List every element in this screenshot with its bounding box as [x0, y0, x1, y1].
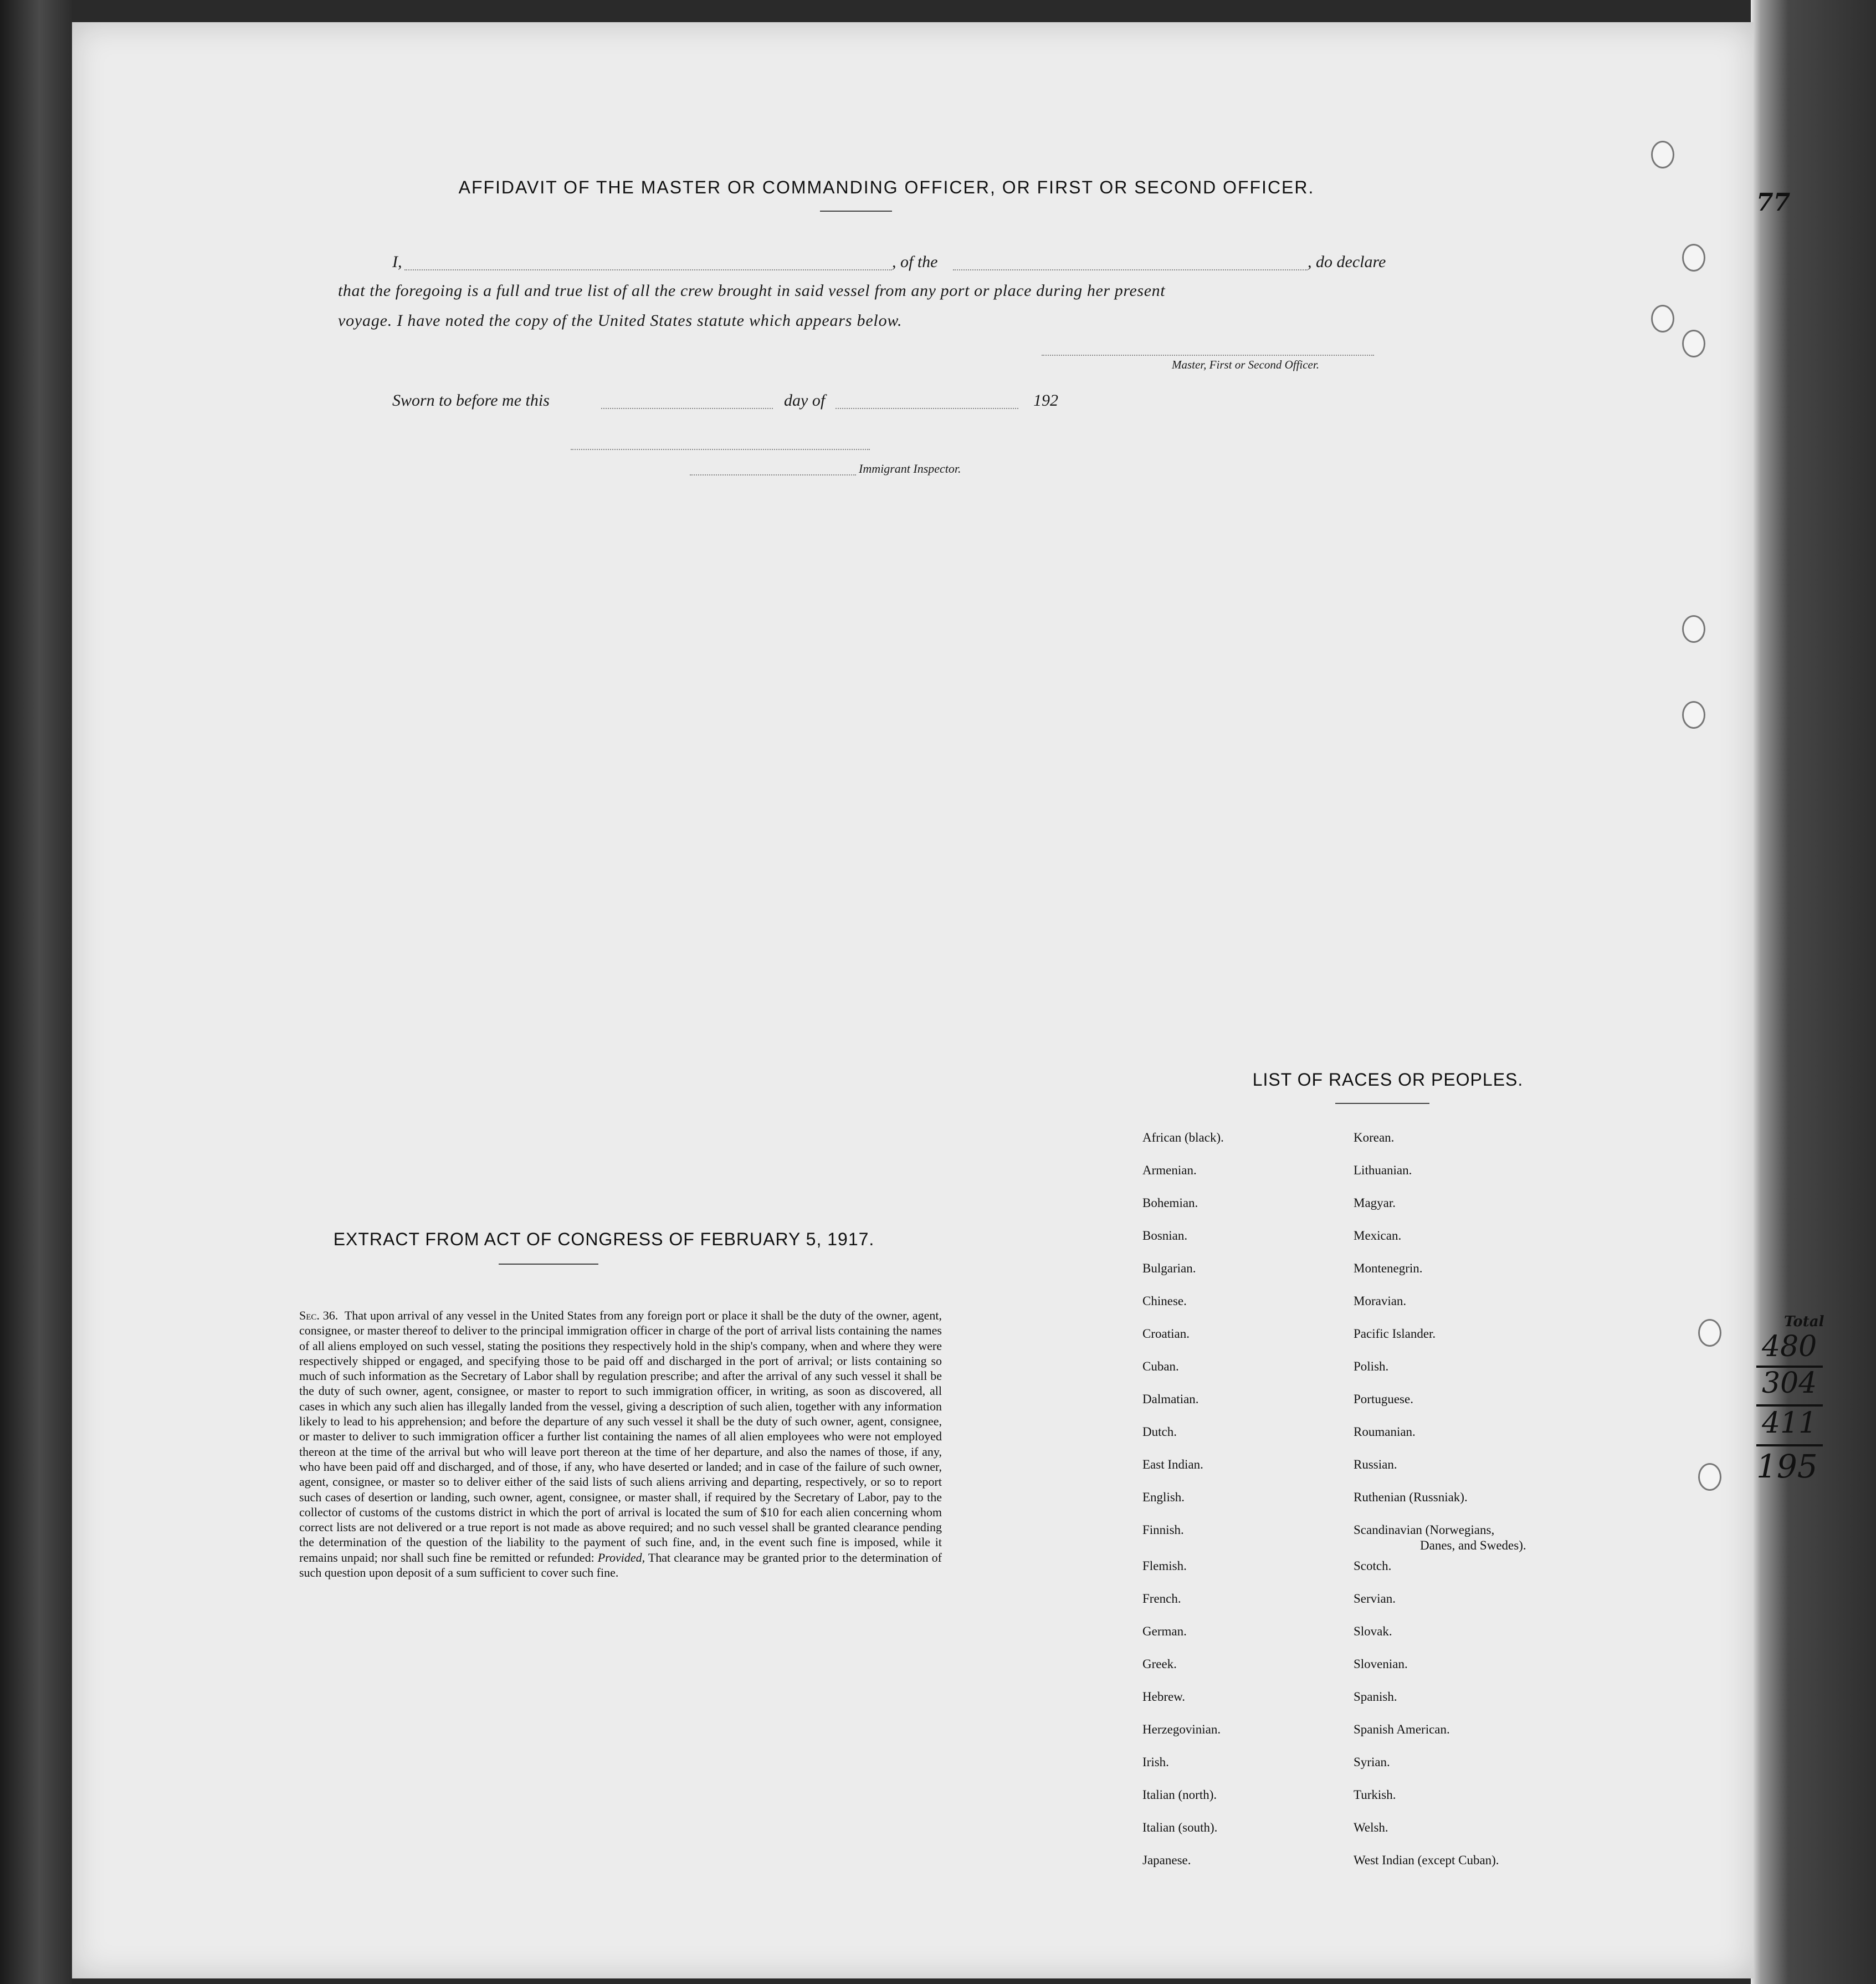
- race-item: Servian.: [1354, 1592, 1396, 1605]
- race-item: Hebrew.: [1142, 1690, 1186, 1704]
- race-item: Magyar.: [1354, 1196, 1396, 1210]
- race-item: Danes, and Swedes).: [1420, 1538, 1526, 1552]
- race-item: Welsh.: [1354, 1821, 1388, 1834]
- affidavit-title: AFFIDAVIT OF THE MASTER OR COMMANDING OFFICER, OR FIRST OR SECOND OFFICER.: [458, 177, 1315, 197]
- race-item: Ruthenian (Russniak).: [1354, 1490, 1468, 1504]
- extract-title: EXTRACT FROM ACT OF CONGRESS OF FEBRUARY 5, 1917.: [333, 1229, 875, 1249]
- race-item: West Indian (except Cuban).: [1354, 1853, 1499, 1867]
- officer-signature-line: [1042, 355, 1374, 356]
- race-item: Bohemian.: [1142, 1196, 1198, 1210]
- provided-label: Provided,: [597, 1550, 645, 1564]
- race-item: German.: [1142, 1624, 1187, 1638]
- race-item: Roumanian.: [1354, 1425, 1416, 1439]
- race-item: Portuguese.: [1354, 1392, 1413, 1406]
- race-item: African (black).: [1142, 1131, 1224, 1144]
- race-item: Dutch.: [1142, 1425, 1177, 1439]
- race-item: Spanish American.: [1354, 1722, 1450, 1736]
- document-page: [72, 22, 1824, 1978]
- punch-hole: [1651, 141, 1674, 168]
- race-item: Montenegrin.: [1354, 1261, 1423, 1275]
- race-item: Turkish.: [1354, 1788, 1396, 1802]
- race-item: Japanese.: [1142, 1853, 1191, 1867]
- affidavit-line-2: that the foregoing is a full and true list of all the crew brought in said vessel from any port or place during her present: [338, 282, 1166, 300]
- handwritten-tally-3: 411: [1762, 1407, 1817, 1440]
- race-item: Mexican.: [1354, 1229, 1402, 1242]
- handwritten-total-label: Total: [1784, 1313, 1824, 1330]
- punch-hole: [1682, 244, 1705, 272]
- section-label: Sec. 36.: [299, 1308, 339, 1322]
- race-item: Irish.: [1142, 1755, 1169, 1769]
- race-item: Lithuanian.: [1354, 1163, 1412, 1177]
- race-item: Pacific Islander.: [1354, 1327, 1436, 1341]
- affidavit-title-rule: [820, 211, 892, 212]
- day-of-label: day of: [784, 391, 826, 410]
- race-item: Finnish.: [1142, 1523, 1184, 1537]
- affidavit-i-label: I,: [392, 253, 402, 271]
- race-item: English.: [1142, 1490, 1185, 1504]
- race-item: East Indian.: [1142, 1458, 1203, 1471]
- handwritten-tally-1: 480: [1762, 1330, 1817, 1363]
- race-item: Italian (south).: [1142, 1821, 1218, 1834]
- handwritten-tally-2: 304: [1762, 1367, 1817, 1400]
- year-prefix: 192: [1033, 391, 1058, 410]
- extract-title-rule: [499, 1264, 598, 1265]
- punch-hole: [1682, 330, 1705, 357]
- left-binding-edge: [0, 0, 72, 1984]
- affidavit-of-the-label: , of the: [892, 253, 938, 271]
- inspector-signature-line-2: [690, 474, 856, 475]
- race-item: Slovenian.: [1354, 1657, 1408, 1671]
- race-item: Bosnian.: [1142, 1229, 1188, 1242]
- sworn-day-blank: [601, 408, 773, 409]
- name-blank-line: [404, 269, 892, 270]
- race-item: Slovak.: [1354, 1624, 1392, 1638]
- race-item: Italian (north).: [1142, 1788, 1217, 1802]
- affidavit-line-3: voyage. I have noted the copy of the United States statute which appears below.: [338, 311, 903, 330]
- race-item: Spanish.: [1354, 1690, 1397, 1704]
- sworn-month-blank: [836, 408, 1018, 409]
- race-item: Russian.: [1354, 1458, 1397, 1471]
- race-item: Herzegovinian.: [1142, 1722, 1221, 1736]
- race-item: Dalmatian.: [1142, 1392, 1199, 1406]
- handwritten-page-number: 77: [1756, 188, 1791, 217]
- handwritten-tally-4: 195: [1756, 1448, 1818, 1485]
- extract-body-text: That upon arrival of any vessel in the United States from any foreign port or place it shall be the duty of the owner, agent, consignee, or master thereof to deliver to the principal immigration officer in charge of the port of arrival lists containing the names of all aliens employed on such vessel, stating the positions they respectively hold in the ship's company, when and where they were respectively shipped or engaged, and specifying those to be paid off and discharged in the port of arrival; or lists containing so much of such information as the Secretary of Labor shall by regulation prescribe; and after the arrival of any such vessel it shall be the duty of such owner, agent, consignee, or master to report to such immigration officer, in writing, as soon as discovered, all cases in which any such alien has illegally landed from the vessel, giving a description of such alien, together with any information likely to lead to his apprehension; and before the departure of any such vessel it shall be the duty of such owner, agent, consignee, or master to deliver to such immigration officer a further list containing the names of all alien employees who were not employed thereon at the time of the arrival but who will leave port thereon at the time of her departure, and also the names of those, if any, who have been paid off and discharged, and of those, if any, who have deserted or landed; and in case of the failure of such owner, agent, consignee, or master so to deliver either of the said lists of such aliens arriving and departing, respectively, or so to report such cases of desertion or landing, such owner, agent, consignee, or master shall, if required by the Secretary of Labor, pay to the collector of customs of the customs district in which the port of arrival is located the sum of $10 for each alien concerning whom correct lists are not delivered or a true report is not made as above required; and no such vessel shall be granted clearance pending the determination of the question of the liability to the payment of such fine, and, in the event such fine is imposed, while it remains unpaid; nor shall such fine be remitted or refunded:: [299, 1308, 942, 1564]
- punch-hole: [1651, 305, 1674, 333]
- punch-hole: [1698, 1319, 1721, 1347]
- punch-hole: [1682, 615, 1705, 643]
- sworn-label: Sworn to before me this: [392, 391, 550, 410]
- vessel-blank-line: [953, 269, 1308, 270]
- race-item: Syrian.: [1354, 1755, 1390, 1769]
- races-title: LIST OF RACES OR PEOPLES.: [1252, 1070, 1524, 1090]
- race-item: Cuban.: [1142, 1359, 1179, 1373]
- handwritten-rule: [1756, 1444, 1823, 1446]
- race-item: Moravian.: [1354, 1294, 1407, 1308]
- race-item: Armenian.: [1142, 1163, 1197, 1177]
- inspector-caption: Immigrant Inspector.: [859, 462, 961, 475]
- right-page-edge: [1751, 0, 1876, 1984]
- race-item: Greek.: [1142, 1657, 1177, 1671]
- race-item: Bulgarian.: [1142, 1261, 1196, 1275]
- race-item: Croatian.: [1142, 1327, 1190, 1341]
- race-item: Polish.: [1354, 1359, 1389, 1373]
- race-item: Flemish.: [1142, 1559, 1187, 1573]
- officer-signature-caption: Master, First or Second Officer.: [1172, 358, 1319, 371]
- punch-hole: [1682, 701, 1705, 729]
- race-item: Scandinavian (Norwegians,: [1354, 1523, 1495, 1537]
- affidavit-do-declare-label: , do declare: [1308, 253, 1386, 271]
- race-item: Scotch.: [1354, 1559, 1392, 1573]
- punch-hole: [1698, 1463, 1721, 1491]
- race-item: French.: [1142, 1592, 1181, 1605]
- inspector-signature-line: [571, 449, 870, 450]
- race-item: Korean.: [1354, 1131, 1395, 1144]
- extract-body-text-end: That clearance may be granted prior to the determination of such question upon deposit of a sum sufficient to cover such fine.: [299, 1550, 942, 1580]
- races-title-rule: [1335, 1103, 1429, 1104]
- race-item: Chinese.: [1142, 1294, 1187, 1308]
- extract-body: [299, 1308, 942, 1580]
